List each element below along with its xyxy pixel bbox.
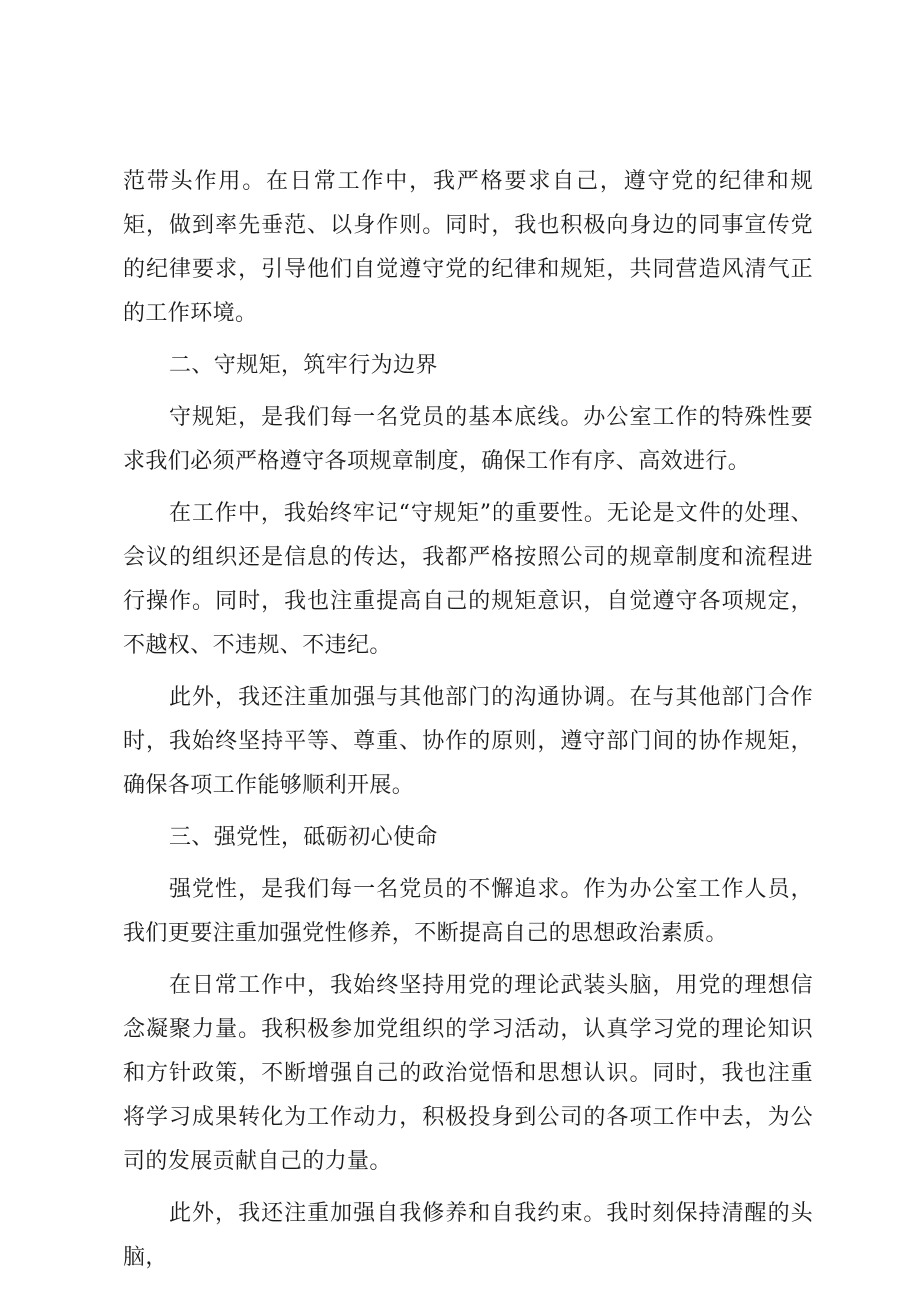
paragraph-gap [123,668,813,676]
paragraph: 此外，我还注重加强自我修养和自我约束。我时刻保持清醒的头脑， [123,1201,813,1270]
paragraph-gap [123,808,813,816]
paragraph-continuation: 范带头作用。在日常工作中，我严格要求自己，遵守党的纪律和规矩，做到率先垂范、以身作则。同时，我也积极向身边的同事宣传党的纪律要求，引导他们自觉遵守党的纪律和规矩，共同营造风清气正的工作环境。 [123,169,813,326]
section-heading-2: 二、守规矩，筑牢行为边界 [169,353,438,378]
paragraph-gap [123,860,813,868]
paragraph: 强党性，是我们每一名党员的不懈追求。作为办公室工作人员，我们更要注重加强党性修养，不断提高自己的思想政治素质。 [123,877,813,946]
paragraph-gap [123,336,813,344]
paragraph: 守规矩，是我们每一名党员的基本底线。办公室工作的特殊性要求我们必须严格遵守各项规章制度，确保工作有序、高效进行。 [123,405,813,474]
paragraph-gap [123,956,813,964]
paragraph-gap [123,1184,813,1192]
paragraph: 在日常工作中，我始终坚持用党的理论武装头脑，用党的理想信念凝聚力量。我积极参加党组织的学习活动，认真学习党的理论知识和方针政策，不断增强自己的政治觉悟和思想认识。同时，我也注重将学习成果转化为工作动力，积极投身到公司的各项工作中去，为公司的发展贡献自己的力量。 [123,973,813,1174]
paragraph: 在工作中，我始终牢记“守规矩”的重要性。无论是文件的处理、会议的组织还是信息的传达，我都严格按照公司的规章制度和流程进行操作。同时，我也注重提高自己的规矩意识，自觉遵守各项规定，不越权、不违规、不违纪。 [123,501,813,658]
paragraph-gap [123,388,813,396]
section-heading-3: 三、强党性，砥砺初心使命 [169,825,438,850]
paragraph-gap [123,484,813,492]
document-body [123,160,813,1280]
paragraph: 此外，我还注重加强与其他部门的沟通协调。在与其他部门合作时，我始终坚持平等、尊重、协作的原则，遵守部门间的协作规矩，确保各项工作能够顺利开展。 [123,685,813,798]
